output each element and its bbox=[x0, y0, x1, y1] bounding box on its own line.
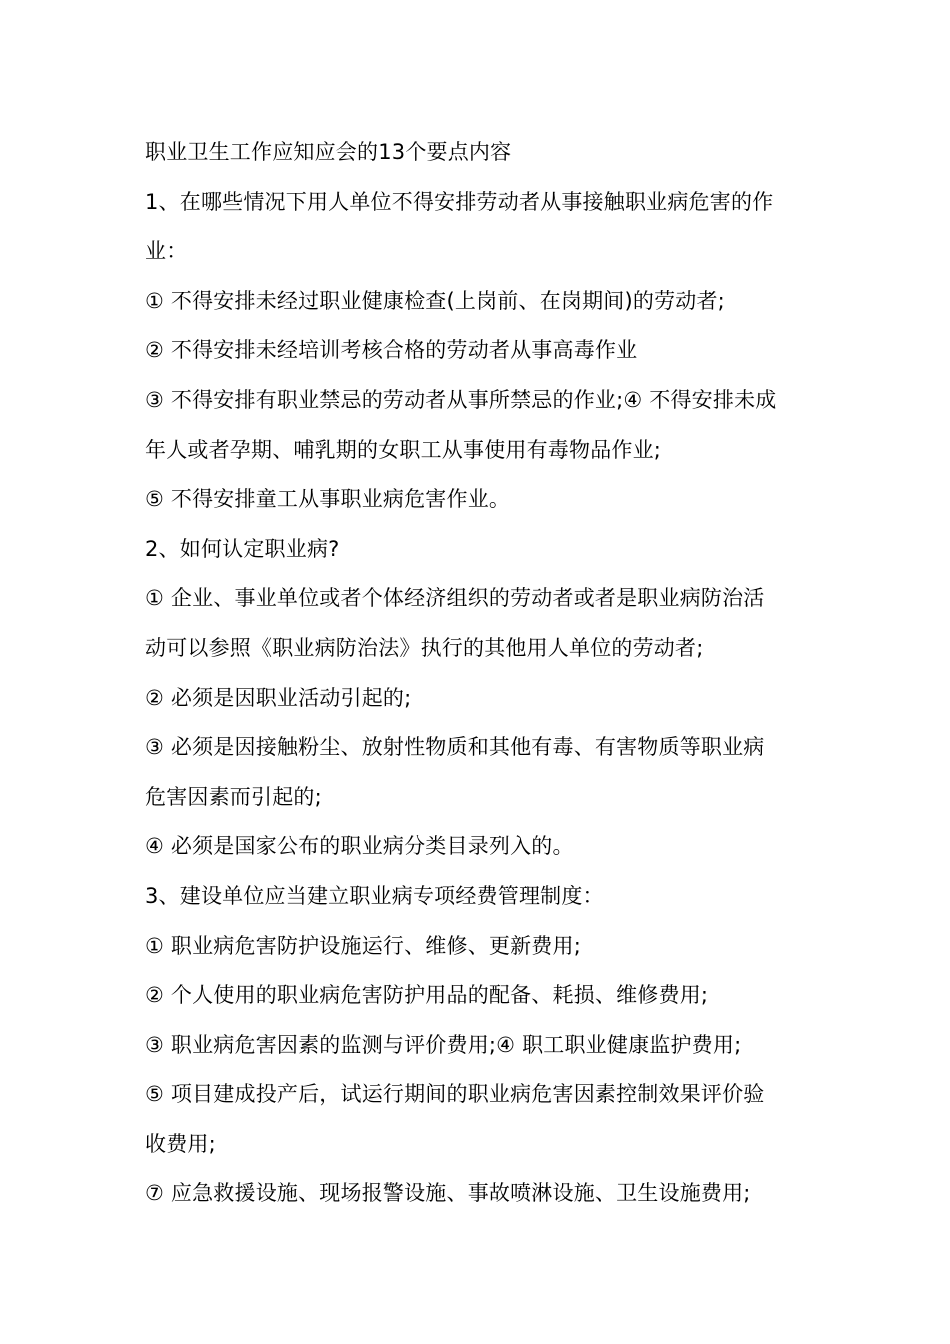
document-title: 职业卫生工作应知应会的13个要点内容 bbox=[145, 140, 512, 164]
text-line: ③ 不得安排有职业禁忌的劳动者从事所禁忌的作业;④ 不得安排未成 bbox=[145, 387, 777, 412]
text-line: ② 不得安排未经培训考核合格的劳动者从事高毒作业 bbox=[145, 338, 638, 363]
text-line: ④ 必须是国家公布的职业病分类目录列入的。 bbox=[145, 834, 574, 859]
text-line: 危害因素而引起的; bbox=[145, 784, 322, 809]
text-line: ① 职业病危害防护设施运行、维修、更新费用; bbox=[145, 933, 581, 958]
text-line: ⑤ 不得安排童工从事职业病危害作业。 bbox=[145, 487, 511, 512]
text-line: ② 必须是因职业活动引起的; bbox=[145, 685, 412, 710]
text-line: 业： bbox=[145, 239, 188, 264]
text-line: ② 个人使用的职业病危害防护用品的配备、耗损、维修费用; bbox=[145, 983, 709, 1008]
section-heading: 3、建设单位应当建立职业病专项经费管理制度： bbox=[145, 883, 604, 908]
text-line: ① 企业、事业单位或者个体经济组织的劳动者或者是职业病防治活 bbox=[145, 586, 765, 611]
text-line: 1、在哪些情况下用人单位不得安排劳动者从事接触职业病危害的作 bbox=[145, 189, 774, 214]
text-line: ③ 职业病危害因素的监测与评价费用;④ 职工职业健康监护费用; bbox=[145, 1032, 742, 1057]
text-line: ⑤ 项目建成投产后，试运行期间的职业病危害因素控制效果评价验 bbox=[145, 1082, 765, 1107]
text-line: ① 不得安排未经过职业健康检查(上岗前、在岗期间)的劳动者; bbox=[145, 288, 725, 313]
text-line: ⑦ 应急救援设施、现场报警设施、事故喷淋设施、卫生设施费用; bbox=[145, 1181, 751, 1206]
text-line: 动可以参照《职业病防治法》执行的其他用人单位的劳动者; bbox=[145, 635, 704, 660]
document-body bbox=[145, 128, 810, 1219]
text-line: ③ 必须是因接触粉尘、放射性物质和其他有毒、有害物质等职业病 bbox=[145, 735, 765, 760]
section-heading: 2、如何认定职业病? bbox=[145, 536, 340, 561]
text-line: 收费用; bbox=[145, 1131, 216, 1156]
text-line: 年人或者孕期、哺乳期的女职工从事使用有毒物品作业; bbox=[145, 437, 662, 462]
